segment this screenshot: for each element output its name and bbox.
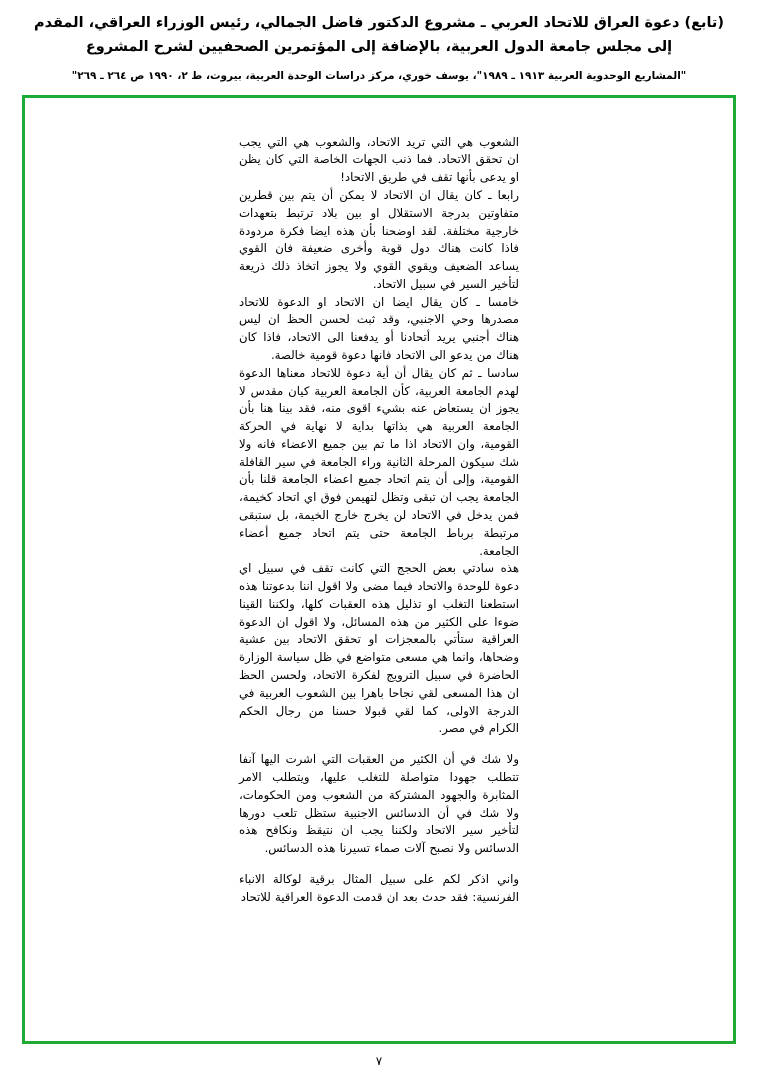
- page-number: ٧: [375, 1054, 383, 1068]
- document-header: [0, 0, 758, 89]
- paragraph: خامسا ـ كان يقال ايضا ان الاتحاد او الدعوة للاتحاد مصدرها وحي الاجنبي، وقد ثبت لحسن الحظ ان ليس هناك أجنبي يريد أتحادنا أو يدفعنا الى الاتحاد، فاذا كان هناك من يدعو الى الاتحاد فانها دعوة قومية خالصة.: [239, 294, 519, 362]
- paragraph: واني اذكر لكم على سبيل المثال برقية لوكالة الانباء الفرنسية: فقد حدث بعد ان قدمت الدعوة العراقية للاتحاد: [239, 871, 519, 904]
- paragraph: سادسا ـ ثم كان يقال أن أية دعوة للاتحاد معناها الدعوة لهدم الجامعة العربية، كأن الجامعة العربية كيان مقدس لا يجوز ان يستعاض عنه بشيء اقوى منه، فقد بينا هنا بأن الجامعة العربية هي بذاتها بداية لا نهاية في الحركة القومية، وان الاتحاد اذا ما تم بين جميع الاعضاء فانه ولا شك سيكون المرحلة الثانية وراء الجامعة في سير القافلة القومية، وإلى أن يتم اتحاد جميع اعضاء الجامعة قلنا بأن الجامعة يجب ان تبقى وتظل لتهيمن فوق اي اتحاد كخيمة، فمن يدخل في الاتحاد لن يخرج خارج الخيمة، بل ستبقى مرتبطة برباط الجامعة حتى يتم اتحاد جميع أعضاء الجامعة.: [239, 365, 519, 558]
- text-column: [239, 134, 519, 907]
- content-area: [25, 98, 733, 917]
- document-footer: [0, 1044, 758, 1078]
- paragraph: رابعا ـ كان يقال ان الاتحاد لا يمكن أن يتم بين قطرين متفاوتين بدرجة الاستقلال او بين بلاد ترتبط بتعهدات خارجية مختلفة. لقد اوضحنا بأن هذه ايضا فكرة مردودة فاذا كانت هناك دول قوية وأخرى ضعيفة فان القوي يساعد الضعيف ويقوي القوي ولا يجوز اتخاذ ذلك ذريعة لتأخير السير في سبيل الاتحاد.: [239, 187, 519, 291]
- paragraph: هذه سادتي بعض الحجج التي كانت تقف في سبيل اي دعوة للوحدة والاتحاد فيما مضى ولا اقول اننا بدعوتنا هذه استطعنا التغلب او تذليل هذه العقبات كلها، ولكننا القينا ضوءا على الكثير من هذه المسائل، ولا اقول ان الدعوة العراقية ستأتي بالمعجزات او تحقق الاتحاد بين عشية وضحاها، وانما هي مسعى متواضع في ظل سياسة الوزارة الحاضرة في سبيل الترويج لفكرة الاتحاد، ولحسن الحظ ان هذا المسعى لقي نجاحا باهرا بين الشعوب العربية في الدرجة الاولى، كما لقي قبولا حسنا من رجال الحكم الكرام في مصر.: [239, 561, 519, 736]
- green-content-frame: [22, 95, 736, 1044]
- document-source-citation: "المشاريع الوحدوية العربية ١٩١٣ ـ ١٩٨٩"، يوسف خوري، مركز دراسات الوحدة العربية، بيروت، ط ٢، ١٩٩٠ ص ٢٦٤ ـ ٢٦٩": [71, 69, 687, 82]
- paragraph: الشعوب هي التي تريد الاتحاد، والشعوب هي التي يجب ان تحقق الاتحاد. فما ذنب الجهات الخاصة التي كان يظن او يدعى بأنها تقف في طريق الاتحاد!: [239, 134, 519, 185]
- document-title: (تابع) دعوة العراق للاتحاد العربي ـ مشروع الدكتور فاضل الجمالي، رئيس الوزراء العراقي، المقدم إلى مجلس جامعة الدول العربية، بالإضافة إلى المؤتمرين الصحفيين لشرح المشروع: [33, 15, 725, 55]
- paragraph: ولا شك في أن الكثير من العقبات التي اشرت اليها آنفا تتطلب جهودا متواصلة للتغلب عليها، ويتطلب الامر المثابرة والجهود المشتركة من الشعوب ومن الحكومات، ولا شك في أن الدسائس الاجنبية ستظل تلعب دورها لتأخير سير الاتحاد ولكننا يجب ان نتيقظ ونكافح هذه الدسائس ولا نصبح آلات صماء تسيرنا هذه الدسائس.: [239, 752, 519, 856]
